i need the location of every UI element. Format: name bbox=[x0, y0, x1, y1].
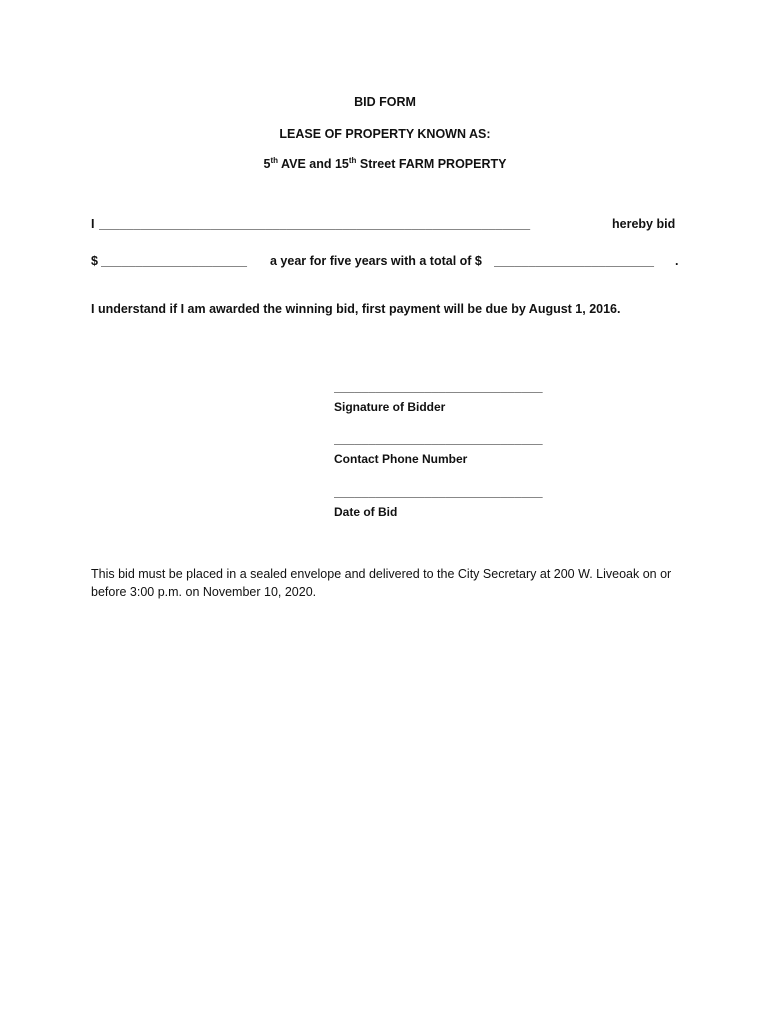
yearly-amount-field[interactable]: _____________________ bbox=[101, 254, 247, 268]
form-subtitle: LEASE OF PROPERTY KNOWN AS: bbox=[279, 127, 491, 141]
form-title: BID FORM bbox=[354, 95, 416, 109]
property-name bbox=[0, 157, 770, 171]
signature-of-bidder-block bbox=[334, 380, 574, 414]
date-of-bid-label: Date of Bid bbox=[334, 505, 398, 519]
signature-field[interactable]: ______________________________ bbox=[334, 380, 543, 394]
date-of-bid-field[interactable]: ______________________________ bbox=[334, 485, 543, 499]
total-amount-field[interactable]: _______________________ bbox=[494, 254, 654, 268]
property-sup2: th bbox=[348, 155, 357, 165]
date-of-bid-block bbox=[334, 485, 574, 519]
property-num1: 5 bbox=[263, 157, 271, 171]
bid-line-2-middle: a year for five years with a total of $ bbox=[270, 254, 482, 268]
contact-phone-field[interactable]: ______________________________ bbox=[334, 432, 543, 446]
bid-line-1-prefix: I bbox=[91, 217, 95, 231]
contact-phone-label: Contact Phone Number bbox=[334, 452, 468, 466]
contact-phone-block bbox=[334, 432, 574, 466]
payment-statement: I understand if I am awarded the winning bid, first payment will be due by August 1, 2016. bbox=[91, 302, 621, 316]
signature-label: Signature of Bidder bbox=[334, 400, 446, 414]
bid-line-2-suffix: . bbox=[675, 254, 679, 268]
bidder-name-field[interactable]: ______________________________________________________________ bbox=[99, 217, 531, 231]
property-mid: AVE and 15 bbox=[278, 157, 349, 171]
submission-instructions: This bid must be placed in a sealed envelope and delivered to the City Secretary at 200 W. Liveoak on or before 3:00 p.m. on November 10, 2020. bbox=[91, 567, 672, 599]
bid-line-2-prefix: $ bbox=[91, 254, 98, 268]
property-sup1: th bbox=[270, 155, 279, 165]
bid-line-1-suffix: hereby bid bbox=[612, 217, 676, 231]
property-rest: Street FARM PROPERTY bbox=[356, 157, 507, 171]
